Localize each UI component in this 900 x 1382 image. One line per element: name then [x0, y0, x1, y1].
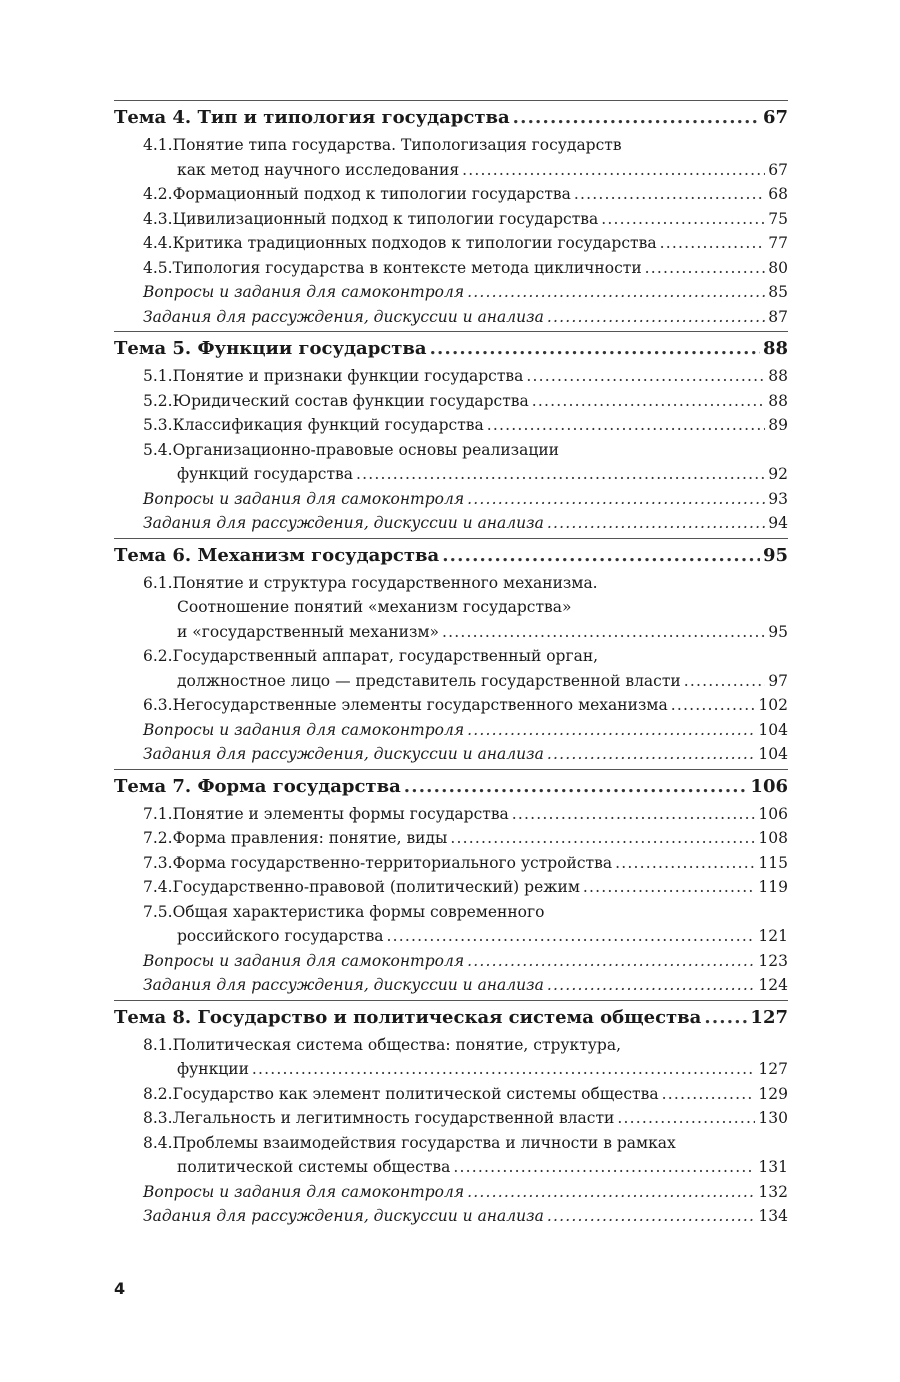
- entry-text: Юридический состав функции государства: [172, 391, 529, 410]
- entry-text: Негосударственные элементы государственного механизма: [172, 696, 668, 714]
- entry-number: 4.2.: [143, 185, 173, 203]
- toc-entry-continuation: [114, 924, 788, 949]
- entry-text: Государственный аппарат, государственный орган,: [172, 647, 599, 665]
- entry-number: 6.1.: [143, 573, 173, 592]
- toc-entry: [114, 693, 788, 718]
- section-title-row: [114, 769, 788, 802]
- entry-text: российского государства: [177, 927, 384, 945]
- table-of-contents: [114, 100, 788, 1231]
- entry-number: 4.5.: [143, 258, 173, 277]
- entry-text: Форма государственно-территориального устройства: [172, 853, 613, 872]
- questions-page: 87: [768, 307, 788, 326]
- questions-text: Задания для рассуждения, дискуссии и анализа: [143, 976, 544, 994]
- toc-entry: [114, 438, 788, 463]
- entry-text: Формационный подход к типологии государства: [172, 185, 571, 203]
- toc-questions-entry: [114, 1180, 788, 1205]
- dot-leader: [645, 256, 766, 281]
- entry-page: 80: [768, 258, 788, 277]
- section-page: 67: [762, 107, 788, 128]
- page-number: 4: [114, 1279, 126, 1298]
- entry-number: 7.2.: [143, 829, 173, 847]
- entry-text: Легальность и легитимность государственной власти: [172, 1109, 615, 1127]
- toc-section: [114, 100, 788, 329]
- dot-leader: [547, 973, 756, 998]
- section-page: 95: [762, 544, 788, 566]
- entry-text: Понятие и элементы формы государства: [172, 804, 509, 823]
- section-title-row: [114, 538, 788, 571]
- entry-text: как метод научного исследования: [177, 160, 460, 179]
- entry-number: 8.1.: [143, 1035, 173, 1054]
- questions-page: 104: [758, 720, 788, 739]
- dot-leader: [442, 541, 760, 571]
- entry-number: 5.1.: [143, 367, 173, 385]
- dot-leader: [671, 693, 756, 718]
- section-title-row: [114, 100, 788, 133]
- toc-entry-continuation: [114, 158, 788, 183]
- toc-entry-continuation: [114, 1057, 788, 1082]
- entry-text: Понятие и признаки функции государства: [172, 367, 524, 385]
- questions-page: 94: [768, 514, 788, 532]
- toc-questions-entry: [114, 280, 788, 305]
- questions-text: Задания для рассуждения, дискуссии и анализа: [143, 1207, 544, 1225]
- section-title-row: [114, 1000, 788, 1033]
- entry-page: 88: [768, 367, 788, 385]
- dot-leader: [467, 718, 755, 743]
- toc-section: [114, 1000, 788, 1229]
- entry-text: Понятие и структура государственного механизма.: [172, 573, 598, 592]
- toc-entry-continuation: [114, 620, 788, 645]
- entry-page: 102: [758, 696, 788, 714]
- dot-leader: [547, 1204, 756, 1229]
- questions-page: 134: [758, 1207, 788, 1225]
- toc-entry: [114, 802, 788, 827]
- dot-leader: [512, 802, 756, 827]
- toc-entry: [114, 1082, 788, 1107]
- dot-leader: [583, 875, 756, 900]
- entry-text: Форма правления: понятие, виды: [172, 829, 448, 847]
- entry-number: 7.1.: [143, 804, 173, 823]
- toc-entry: [114, 1033, 788, 1058]
- entry-page: 67: [768, 160, 788, 179]
- entry-number: 5.3.: [143, 416, 173, 434]
- toc-entry: [114, 851, 788, 876]
- toc-entry: [114, 644, 788, 669]
- toc-entry: [114, 571, 788, 596]
- entry-text: Государство как элемент политической системы общества: [172, 1084, 659, 1103]
- section-title: Тема 4. Тип и типология государства: [114, 107, 510, 128]
- entry-number: 7.3.: [143, 853, 173, 872]
- entry-page: 127: [758, 1060, 788, 1078]
- dot-leader: [601, 207, 765, 232]
- toc-entry: [114, 826, 788, 851]
- toc-entry-continuation: [114, 595, 788, 620]
- entry-text: функции: [177, 1060, 249, 1078]
- dot-leader: [617, 1106, 755, 1131]
- dot-leader: [532, 389, 766, 414]
- dot-leader: [462, 158, 765, 183]
- toc-entry: [114, 413, 788, 438]
- questions-text: Задания для рассуждения, дискуссии и анализа: [143, 745, 544, 763]
- entry-text: Понятие типа государства. Типологизация государств: [172, 136, 622, 154]
- entry-page: 106: [758, 804, 788, 823]
- toc-questions-entry: [114, 511, 788, 536]
- entry-text: Политическая система общества: понятие, структура,: [172, 1035, 622, 1054]
- dot-leader: [547, 511, 765, 536]
- entry-number: 6.2.: [143, 647, 173, 665]
- toc-questions-entry: [114, 1204, 788, 1229]
- dot-leader: [574, 182, 765, 207]
- entry-page: 88: [768, 391, 788, 410]
- entry-text: Классификация функций государства: [172, 416, 484, 434]
- toc-entry: [114, 256, 788, 281]
- dot-leader: [467, 949, 755, 974]
- section-title: Тема 5. Функции государства: [114, 338, 427, 359]
- dot-leader: [660, 231, 766, 256]
- entry-page: 131: [758, 1158, 788, 1176]
- entry-page: 130: [758, 1109, 788, 1127]
- entry-number: 7.4.: [143, 878, 173, 896]
- entry-number: 7.5.: [143, 902, 173, 921]
- entry-number: 4.3.: [143, 209, 173, 228]
- questions-text: Вопросы и задания для самоконтроля: [143, 720, 465, 739]
- toc-entry: [114, 182, 788, 207]
- toc-questions-entry: [114, 487, 788, 512]
- toc-section: [114, 769, 788, 998]
- entry-text: Соотношение понятий «механизм государства»: [177, 598, 572, 616]
- toc-entry: [114, 389, 788, 414]
- toc-entry: [114, 875, 788, 900]
- entry-number: 5.2.: [143, 391, 173, 410]
- toc-questions-entry: [114, 973, 788, 998]
- questions-page: 123: [758, 951, 788, 970]
- entry-text: должностное лицо — представитель государственной власти: [177, 671, 681, 690]
- toc-entry-continuation: [114, 1155, 788, 1180]
- toc-questions-entry: [114, 949, 788, 974]
- dot-leader: [453, 1155, 755, 1180]
- toc-section: [114, 331, 788, 536]
- toc-entry: [114, 364, 788, 389]
- entry-page: 119: [758, 878, 788, 896]
- section-page: 88: [762, 338, 788, 359]
- section-title: Тема 7. Форма государства: [114, 775, 401, 797]
- questions-text: Вопросы и задания для самоконтроля: [143, 951, 465, 970]
- entry-text: Типология государства в контексте метода цикличности: [172, 258, 642, 277]
- toc-entry: [114, 1131, 788, 1156]
- toc-entry-continuation: [114, 669, 788, 694]
- toc-entry: [114, 133, 788, 158]
- entry-text: политической системы общества: [177, 1158, 451, 1176]
- dot-leader: [450, 826, 755, 851]
- entry-number: 8.4.: [143, 1133, 173, 1152]
- toc-questions-entry: [114, 718, 788, 743]
- questions-text: Задания для рассуждения, дискуссии и анализа: [143, 307, 544, 326]
- entry-page: 75: [768, 209, 788, 228]
- entry-text: и «государственный механизм»: [177, 622, 439, 641]
- entry-number: 5.4.: [143, 440, 173, 459]
- dot-leader: [513, 103, 760, 133]
- dot-leader: [526, 364, 765, 389]
- dot-leader: [252, 1057, 756, 1082]
- dot-leader: [662, 1082, 756, 1107]
- entry-page: 129: [758, 1084, 788, 1103]
- entry-page: 92: [768, 465, 788, 483]
- dot-leader: [615, 851, 755, 876]
- dot-leader: [467, 1180, 755, 1205]
- dot-leader: [467, 487, 765, 512]
- questions-page: 124: [758, 976, 788, 994]
- questions-page: 93: [768, 489, 788, 508]
- entry-text: Общая характеристика формы современного: [172, 902, 545, 921]
- toc-questions-entry: [114, 742, 788, 767]
- entry-page: 95: [768, 622, 788, 641]
- questions-text: Задания для рассуждения, дискуссии и анализа: [143, 514, 544, 532]
- dot-leader: [387, 924, 756, 949]
- dot-leader: [547, 742, 756, 767]
- dot-leader: [684, 669, 766, 694]
- questions-text: Вопросы и задания для самоконтроля: [143, 283, 465, 301]
- dot-leader: [487, 413, 766, 438]
- entry-number: 6.3.: [143, 696, 173, 714]
- toc-entry: [114, 231, 788, 256]
- section-title: Тема 8. Государство и политическая система общества: [114, 1006, 702, 1028]
- entry-page: 77: [768, 234, 788, 252]
- entry-number: 4.1.: [143, 136, 173, 154]
- questions-text: Вопросы и задания для самоконтроля: [143, 489, 465, 508]
- toc-entry-continuation: [114, 462, 788, 487]
- toc-entry: [114, 207, 788, 232]
- toc-entry: [114, 1106, 788, 1131]
- questions-page: 132: [758, 1182, 788, 1201]
- toc-section: [114, 538, 788, 767]
- entry-number: 8.2.: [143, 1084, 173, 1103]
- entry-text: Организационно-правовые основы реализации: [172, 440, 560, 459]
- entry-page: 89: [768, 416, 788, 434]
- section-page: 127: [750, 1006, 788, 1028]
- dot-leader: [547, 305, 765, 330]
- entry-page: 97: [768, 671, 788, 690]
- dot-leader: [704, 1003, 747, 1033]
- dot-leader: [467, 280, 765, 305]
- entry-number: 8.3.: [143, 1109, 173, 1127]
- questions-page: 85: [768, 283, 788, 301]
- section-page: 106: [750, 775, 788, 797]
- entry-page: 121: [758, 927, 788, 945]
- dot-leader: [430, 334, 760, 364]
- entry-page: 115: [758, 853, 788, 872]
- dot-leader: [356, 462, 765, 487]
- entry-text: Цивилизационный подход к типологии государства: [172, 209, 599, 228]
- entry-text: Государственно-правовой (политический) режим: [172, 878, 580, 896]
- entry-number: 4.4.: [143, 234, 173, 252]
- entry-page: 108: [758, 829, 788, 847]
- questions-page: 104: [758, 745, 788, 763]
- entry-text: функций государства: [177, 465, 354, 483]
- questions-text: Вопросы и задания для самоконтроля: [143, 1182, 465, 1201]
- toc-questions-entry: [114, 305, 788, 330]
- entry-text: Критика традиционных подходов к типологии государства: [172, 234, 657, 252]
- section-title-row: [114, 331, 788, 364]
- entry-page: 68: [768, 185, 788, 203]
- toc-entry: [114, 900, 788, 925]
- entry-text: Проблемы взаимодействия государства и личности в рамках: [172, 1133, 676, 1152]
- section-title: Тема 6. Механизм государства: [114, 544, 440, 566]
- dot-leader: [404, 772, 748, 802]
- dot-leader: [442, 620, 765, 645]
